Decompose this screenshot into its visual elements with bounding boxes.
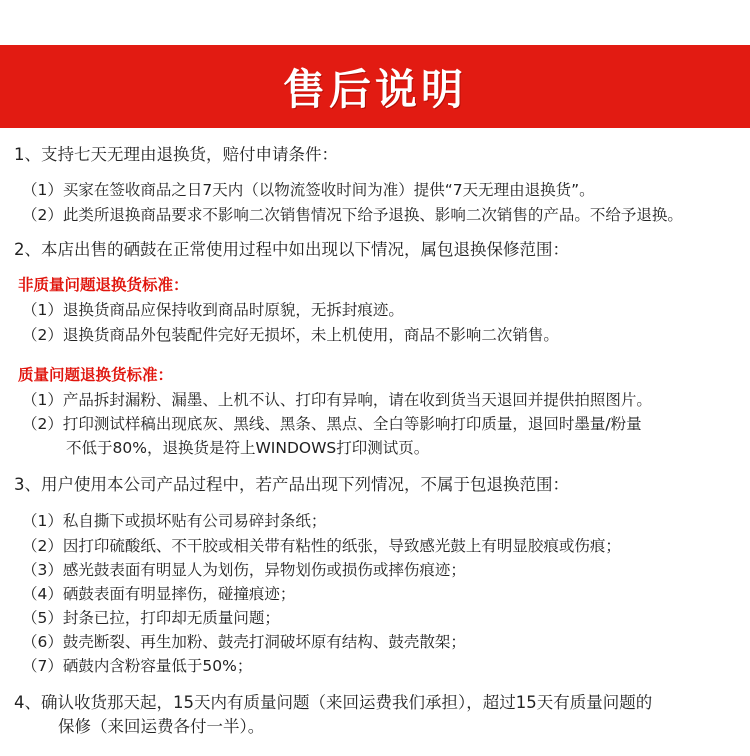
section3-item-5: （5）封条已拉，打印却无质量问题；	[22, 609, 280, 627]
quality-standard-label: 质量问题退换货标准：	[18, 366, 174, 384]
section1-item-1: （1）买家在签收商品之日7天内（以物流签收时间为准）提供“7天无理由退换货”。	[22, 181, 595, 199]
section2-heading: 2、本店出售的硒鼓在正常使用过程中如出现以下情况，属包退换保修范围：	[14, 240, 569, 259]
section3-item-2: （2）因打印硫酸纸、不干胶或相关带有粘性的纸张，导致感光鼓上有明显胶痕或伤痕；	[22, 537, 621, 555]
section3-heading: 3、用户使用本公司产品过程中，若产品出现下列情况，不属于包退换范围：	[14, 475, 569, 494]
quality-item-2: （2）打印测试样稿出现底灰、黑线、黑条、黑点、全白等影响打印质量，退回时墨量/粉量	[22, 415, 642, 433]
section3-item-3: （3）感光鼓表面有明显人为划伤，异物划伤或损伤或摔伤痕迹；	[22, 561, 466, 579]
section1-item-2: （2）此类所退换商品要求不影响二次销售情况下给予退换、影响二次销售的产品。不给予退换。	[22, 206, 683, 224]
section3-item-7: （7）硒鼓内含粉容量低于50%；	[22, 657, 253, 675]
quality-item-1: （1）产品拆封漏粉、漏墨、上机不认、打印有异响，请在收到货当天退回并提供拍照图片。	[22, 391, 652, 409]
section4-line-1: 4、确认收货那天起，15天内有质量问题（来回运费我们承担），超过15天有质量问题的	[14, 693, 653, 712]
quality-item-2-cont: 不低于80%，退换货是符上WINDOWS打印测试页。	[66, 439, 430, 457]
nonquality-item-1: （1）退换货商品应保持收到商品时原貌，无拆封痕迹。	[22, 301, 404, 319]
page-title: 售后说明	[282, 64, 467, 114]
section1-heading: 1、支持七天无理由退换货，赔付申请条件：	[14, 145, 338, 164]
section3-item-4: （4）硒鼓表面有明显摔伤，碰撞痕迹；	[22, 585, 296, 603]
nonquality-item-2: （2）退换货商品外包装配件完好无损坏，未上机使用，商品不影响二次销售。	[22, 326, 559, 344]
section3-item-1: （1）私自撕下或损坏贴有公司易碎封条纸；	[22, 512, 327, 530]
section4-line-2: 保修（来回运费各付一半）。	[58, 717, 265, 736]
nonquality-standard-label: 非质量问题退换货标准：	[18, 276, 189, 294]
header-banner	[0, 45, 750, 128]
section3-item-6: （6）鼓壳断裂、再生加粉、鼓壳打洞破坏原有结构、鼓壳散架；	[22, 633, 466, 651]
